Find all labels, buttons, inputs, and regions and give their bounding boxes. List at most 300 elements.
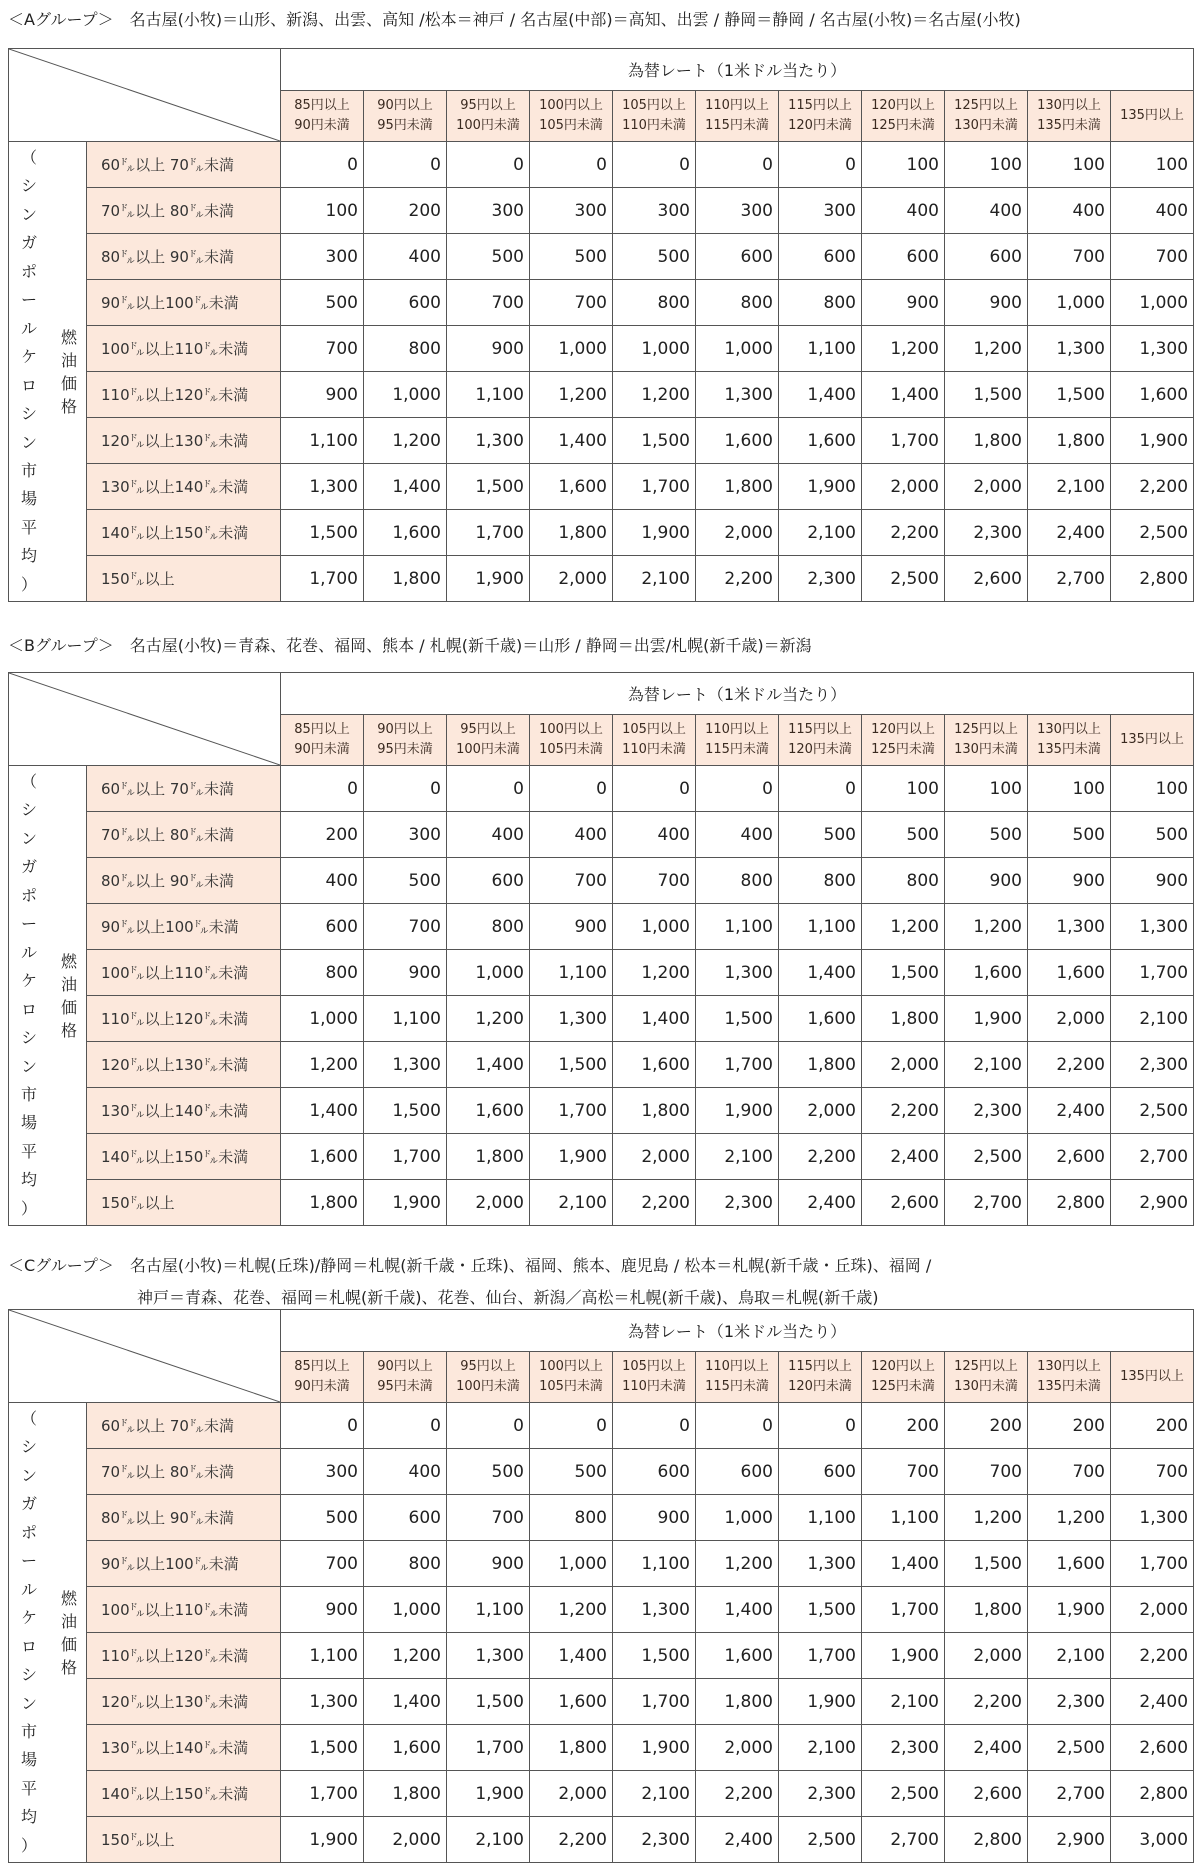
table-row	[9, 1817, 1194, 1863]
surcharge-value: 2,000	[945, 464, 1028, 510]
vertical-char: ガ	[20, 1494, 37, 1514]
surcharge-value: 1,900	[364, 1180, 447, 1226]
rate-range-header	[613, 91, 696, 142]
surcharge-value: 1,500	[447, 1679, 530, 1725]
surcharge-value: 1,600	[779, 996, 862, 1042]
surcharge-value: 1,800	[696, 464, 779, 510]
rate-range-header	[447, 715, 530, 766]
surcharge-value: 1,300	[1028, 326, 1111, 372]
surcharge-value: 1,300	[364, 1042, 447, 1088]
rate-range-header	[696, 91, 779, 142]
rate-range-text: 120円以上	[871, 1359, 935, 1374]
surcharge-value: 2,000	[530, 556, 613, 602]
surcharge-value: 1,500	[779, 1587, 862, 1633]
surcharge-value: 2,000	[613, 1134, 696, 1180]
surcharge-value: 700	[447, 1495, 530, 1541]
surcharge-value: 1,600	[945, 950, 1028, 996]
surcharge-value: 200	[1111, 1403, 1194, 1449]
vertical-char: 油	[60, 1611, 77, 1631]
surcharge-value: 2,600	[1028, 1134, 1111, 1180]
rate-range-text: 100円未満	[456, 1379, 520, 1394]
surcharge-value: 700	[945, 1449, 1028, 1495]
vertical-char: 油	[60, 974, 77, 994]
surcharge-value: 700	[447, 280, 530, 326]
table-row	[9, 858, 1194, 904]
surcharge-value: 1,400	[779, 372, 862, 418]
surcharge-value: 1,300	[281, 1679, 364, 1725]
surcharge-value: 2,400	[779, 1180, 862, 1226]
surcharge-value: 300	[779, 188, 862, 234]
surcharge-value: 0	[696, 1403, 779, 1449]
surcharge-value: 600	[696, 1449, 779, 1495]
vertical-char: シ	[20, 404, 37, 424]
surcharge-value: 400	[1028, 188, 1111, 234]
surcharge-value: 1,500	[862, 950, 945, 996]
vertical-char: 価	[60, 1634, 77, 1654]
vertical-char: 価	[60, 997, 77, 1017]
vertical-char: 格	[60, 1020, 77, 1040]
rate-range-text: 95円以上	[460, 722, 516, 737]
surcharge-value: 2,500	[945, 1134, 1028, 1180]
surcharge-value: 600	[862, 234, 945, 280]
surcharge-value: 1,800	[613, 1088, 696, 1134]
surcharge-value: 1,600	[1111, 372, 1194, 418]
surcharge-value: 1,600	[364, 510, 447, 556]
surcharge-value: 500	[281, 1495, 364, 1541]
rate-range-text: 90円未満	[294, 118, 350, 133]
surcharge-value: 2,100	[613, 556, 696, 602]
rate-range-text: 115円未満	[705, 1379, 769, 1394]
surcharge-value: 0	[613, 142, 696, 188]
rate-range-header	[862, 715, 945, 766]
rate-range-text: 100円未満	[456, 742, 520, 757]
fuel-range-label: 140㌦以上150㌦未満	[87, 510, 281, 556]
diagonal-line	[9, 1310, 280, 1402]
vertical-char: ン	[20, 432, 37, 452]
surcharge-value: 1,700	[613, 464, 696, 510]
fuel-range-label: 130㌦以上140㌦未満	[87, 1088, 281, 1134]
rate-range-text: 135円未満	[1037, 1379, 1101, 1394]
rate-title: 為替レート（1米ドル当たり）	[281, 673, 1194, 715]
surcharge-value: 0	[281, 766, 364, 812]
surcharge-value: 1,400	[696, 1587, 779, 1633]
surcharge-value: 1,200	[945, 904, 1028, 950]
surcharge-value: 700	[530, 858, 613, 904]
rate-range-text: 120円未満	[788, 118, 852, 133]
surcharge-value: 1,000	[613, 326, 696, 372]
surcharge-value: 2,700	[1028, 1771, 1111, 1817]
surcharge-value: 1,600	[1028, 1541, 1111, 1587]
surcharge-value: 2,000	[779, 1088, 862, 1134]
surcharge-value: 300	[613, 188, 696, 234]
surcharge-value: 1,100	[447, 1587, 530, 1633]
table-row	[9, 1403, 1194, 1449]
rate-range-text: 125円未満	[871, 742, 935, 757]
rate-range-header	[779, 1352, 862, 1403]
surcharge-value: 1,400	[862, 1541, 945, 1587]
surcharge-value: 300	[447, 188, 530, 234]
surcharge-value: 900	[613, 1495, 696, 1541]
surcharge-value: 1,900	[945, 996, 1028, 1042]
surcharge-value: 1,500	[613, 1633, 696, 1679]
surcharge-value: 1,400	[862, 372, 945, 418]
surcharge-value: 700	[1111, 1449, 1194, 1495]
surcharge-value: 2,900	[1111, 1180, 1194, 1226]
surcharge-value: 1,500	[364, 1088, 447, 1134]
vertical-char: ル	[20, 318, 37, 338]
surcharge-value: 0	[779, 766, 862, 812]
table-row	[9, 418, 1194, 464]
surcharge-value: 2,000	[447, 1180, 530, 1226]
surcharge-value: 400	[945, 188, 1028, 234]
singapore-kerosene-label	[17, 150, 41, 593]
surcharge-value: 1,100	[862, 1495, 945, 1541]
fuel-price-label	[59, 950, 79, 1042]
surcharge-value: 600	[447, 858, 530, 904]
vertical-char: ケ	[20, 347, 37, 367]
surcharge-value: 1,300	[1111, 1495, 1194, 1541]
surcharge-value: 1,600	[696, 418, 779, 464]
surcharge-value: 1,600	[613, 1042, 696, 1088]
surcharge-value: 2,100	[862, 1679, 945, 1725]
fuel-range-label: 150㌦以上	[87, 556, 281, 602]
surcharge-value: 1,300	[696, 950, 779, 996]
rate-range-header	[1111, 1352, 1194, 1403]
surcharge-value: 1,200	[1028, 1495, 1111, 1541]
rate-range-text: 105円未満	[539, 1379, 603, 1394]
rate-range-text: 100円以上	[539, 722, 603, 737]
vertical-char: ロ	[20, 375, 37, 395]
surcharge-value: 1,100	[779, 326, 862, 372]
surcharge-value: 500	[281, 280, 364, 326]
surcharge-value: 500	[447, 1449, 530, 1495]
fuel-range-label: 140㌦以上150㌦未満	[87, 1134, 281, 1180]
surcharge-value: 2,500	[1028, 1725, 1111, 1771]
table-row	[9, 1771, 1194, 1817]
surcharge-value: 1,000	[696, 326, 779, 372]
surcharge-value: 1,400	[447, 1042, 530, 1088]
surcharge-value: 1,500	[530, 1042, 613, 1088]
surcharge-value: 2,400	[945, 1725, 1028, 1771]
table-row	[9, 1495, 1194, 1541]
surcharge-value: 2,800	[1111, 1771, 1194, 1817]
vertical-char: 市	[20, 460, 37, 480]
surcharge-value: 700	[862, 1449, 945, 1495]
surcharge-value: 100	[281, 188, 364, 234]
fuel-range-label: 60㌦以上 70㌦未満	[87, 142, 281, 188]
fuel-range-label: 60㌦以上 70㌦未満	[87, 1403, 281, 1449]
surcharge-value: 1,900	[447, 1771, 530, 1817]
rate-range-header	[281, 91, 364, 142]
rate-range-text: 130円以上	[1037, 98, 1101, 113]
surcharge-value: 2,200	[613, 1180, 696, 1226]
surcharge-value: 900	[862, 280, 945, 326]
fuel-range-label: 80㌦以上 90㌦未満	[87, 1495, 281, 1541]
vertical-char: シ	[20, 1028, 37, 1048]
rate-range-header	[530, 91, 613, 142]
rate-range-header	[1028, 715, 1111, 766]
surcharge-value: 2,500	[862, 1771, 945, 1817]
surcharge-value: 2,100	[1111, 996, 1194, 1042]
surcharge-value: 2,400	[1028, 1088, 1111, 1134]
surcharge-value: 2,800	[945, 1817, 1028, 1863]
surcharge-value: 2,500	[779, 1817, 862, 1863]
rate-range-header	[945, 91, 1028, 142]
fuel-price-label	[59, 326, 79, 418]
surcharge-value: 2,700	[1028, 556, 1111, 602]
surcharge-value: 700	[530, 280, 613, 326]
surcharge-value: 1,000	[364, 1587, 447, 1633]
vertical-char: （	[20, 1409, 37, 1428]
surcharge-value: 700	[281, 326, 364, 372]
surcharge-value: 1,100	[779, 1495, 862, 1541]
surcharge-value: 1,200	[530, 372, 613, 418]
rate-title: 為替レート（1米ドル当たり）	[281, 49, 1194, 91]
surcharge-value: 2,300	[1028, 1679, 1111, 1725]
vertical-char: 均	[20, 1170, 37, 1190]
surcharge-value: 1,700	[1111, 1541, 1194, 1587]
surcharge-value: 900	[364, 950, 447, 996]
vertical-char: ガ	[20, 857, 37, 877]
vertical-char: ケ	[20, 971, 37, 991]
surcharge-value: 0	[281, 142, 364, 188]
surcharge-value: 800	[281, 950, 364, 996]
surcharge-value: 2,000	[364, 1817, 447, 1863]
surcharge-value: 600	[945, 234, 1028, 280]
surcharge-value: 900	[281, 372, 364, 418]
vertical-char: ガ	[20, 233, 37, 253]
surcharge-value: 800	[779, 280, 862, 326]
surcharge-value: 1,900	[613, 510, 696, 556]
fuel-axis-label	[9, 766, 87, 1226]
surcharge-value: 2,700	[862, 1817, 945, 1863]
surcharge-value: 2,500	[862, 556, 945, 602]
surcharge-value: 100	[945, 142, 1028, 188]
surcharge-value: 1,500	[696, 996, 779, 1042]
table-row	[9, 1088, 1194, 1134]
surcharge-value: 2,200	[696, 1771, 779, 1817]
surcharge-value: 1,000	[447, 950, 530, 996]
surcharge-value: 0	[281, 1403, 364, 1449]
vertical-char: 平	[20, 517, 37, 537]
surcharge-value: 2,800	[1028, 1180, 1111, 1226]
surcharge-value: 0	[530, 142, 613, 188]
rate-range-header	[1028, 1352, 1111, 1403]
surcharge-value: 2,300	[779, 1771, 862, 1817]
surcharge-value: 1,300	[281, 464, 364, 510]
fuel-axis-label	[9, 1403, 87, 1863]
rate-range-header	[945, 1352, 1028, 1403]
surcharge-value: 1,700	[613, 1679, 696, 1725]
surcharge-value: 1,800	[530, 1725, 613, 1771]
surcharge-value: 1,000	[281, 996, 364, 1042]
surcharge-value: 1,500	[1028, 372, 1111, 418]
surcharge-value: 1,800	[696, 1679, 779, 1725]
vertical-char: ン	[20, 1693, 37, 1713]
fuel-range-label: 90㌦以上100㌦未満	[87, 280, 281, 326]
surcharge-value: 700	[613, 858, 696, 904]
surcharge-value: 1,300	[696, 372, 779, 418]
corner-cell	[9, 1310, 281, 1403]
surcharge-value: 0	[364, 766, 447, 812]
rate-range-text: 125円未満	[871, 1379, 935, 1394]
table-row	[9, 1679, 1194, 1725]
surcharge-value: 200	[364, 188, 447, 234]
rate-range-header	[779, 715, 862, 766]
surcharge-value: 0	[447, 1403, 530, 1449]
surcharge-value: 2,900	[1028, 1817, 1111, 1863]
rate-range-header	[530, 715, 613, 766]
rate-range-text: 115円未満	[705, 742, 769, 757]
surcharge-value: 300	[281, 234, 364, 280]
surcharge-value: 200	[281, 812, 364, 858]
surcharge-value: 0	[613, 766, 696, 812]
rate-range-text: 105円以上	[622, 722, 686, 737]
vertical-char: シ	[20, 176, 37, 196]
surcharge-value: 700	[281, 1541, 364, 1587]
fuel-range-label: 130㌦以上140㌦未満	[87, 464, 281, 510]
surcharge-value: 400	[696, 812, 779, 858]
rate-range-text: 110円未満	[622, 742, 686, 757]
vertical-char: 格	[60, 1657, 77, 1677]
surcharge-value: 100	[1028, 142, 1111, 188]
surcharge-value: 2,200	[1111, 464, 1194, 510]
surcharge-value: 600	[613, 1449, 696, 1495]
surcharge-value: 1,800	[530, 510, 613, 556]
surcharge-value: 700	[364, 904, 447, 950]
fuel-range-label: 120㌦以上130㌦未満	[87, 1042, 281, 1088]
rate-range-text: 90円未満	[294, 742, 350, 757]
vertical-char: 燃	[60, 1588, 77, 1608]
surcharge-value: 1,700	[862, 1587, 945, 1633]
surcharge-value: 400	[1111, 188, 1194, 234]
fuel-range-label: 90㌦以上100㌦未満	[87, 904, 281, 950]
surcharge-value: 1,600	[530, 1679, 613, 1725]
vertical-char: 油	[60, 350, 77, 370]
surcharge-value: 1,200	[862, 904, 945, 950]
surcharge-value: 500	[364, 858, 447, 904]
vertical-char: 場	[20, 489, 37, 509]
table-row	[9, 1180, 1194, 1226]
surcharge-value: 500	[945, 812, 1028, 858]
rate-range-text: 90円以上	[377, 98, 433, 113]
surcharge-value: 500	[447, 234, 530, 280]
vertical-char: 平	[20, 1778, 37, 1798]
surcharge-value: 1,200	[281, 1042, 364, 1088]
surcharge-value: 600	[779, 234, 862, 280]
vertical-char: ロ	[20, 999, 37, 1019]
surcharge-value: 400	[281, 858, 364, 904]
surcharge-value: 0	[696, 766, 779, 812]
surcharge-value: 300	[696, 188, 779, 234]
vertical-char: ロ	[20, 1636, 37, 1656]
surcharge-value: 1,100	[364, 996, 447, 1042]
surcharge-value: 1,600	[281, 1134, 364, 1180]
surcharge-value: 1,700	[696, 1042, 779, 1088]
table-row	[9, 188, 1194, 234]
rate-range-text: 125円以上	[954, 98, 1018, 113]
vertical-char: ー	[20, 914, 37, 934]
vertical-char: 均	[20, 1807, 37, 1827]
fuel-range-label: 110㌦以上120㌦未満	[87, 1633, 281, 1679]
surcharge-value: 2,100	[530, 1180, 613, 1226]
surcharge-value: 1,100	[447, 372, 530, 418]
surcharge-value: 1,200	[862, 326, 945, 372]
surcharge-value: 1,800	[447, 1134, 530, 1180]
surcharge-value: 1,100	[779, 904, 862, 950]
fuel-range-label: 70㌦以上 80㌦未満	[87, 188, 281, 234]
surcharge-value: 2,000	[945, 1633, 1028, 1679]
table-row	[9, 766, 1194, 812]
rate-range-header	[1111, 91, 1194, 142]
surcharge-value: 2,600	[1111, 1725, 1194, 1771]
table-row	[9, 372, 1194, 418]
surcharge-value: 1,500	[281, 1725, 364, 1771]
surcharge-value: 1,600	[530, 464, 613, 510]
rate-range-text: 135円未満	[1037, 118, 1101, 133]
rate-range-text: 120円以上	[871, 98, 935, 113]
surcharge-value: 2,300	[862, 1725, 945, 1771]
surcharge-value: 1,000	[696, 1495, 779, 1541]
surcharge-value: 2,100	[945, 1042, 1028, 1088]
surcharge-value: 900	[1111, 858, 1194, 904]
surcharge-value: 100	[945, 766, 1028, 812]
surcharge-value: 1,900	[696, 1088, 779, 1134]
surcharge-value: 1,400	[364, 464, 447, 510]
surcharge-value: 1,500	[945, 372, 1028, 418]
surcharge-value: 1,400	[530, 418, 613, 464]
rate-range-text: 120円未満	[788, 742, 852, 757]
rate-range-text: 105円未満	[539, 742, 603, 757]
surcharge-value: 900	[945, 858, 1028, 904]
rate-range-header	[696, 715, 779, 766]
vertical-char: 燃	[60, 327, 77, 347]
surcharge-value: 1,000	[364, 372, 447, 418]
fuel-range-label: 100㌦以上110㌦未満	[87, 950, 281, 996]
rate-range-text: 120円未満	[788, 1379, 852, 1394]
surcharge-value: 2,100	[1028, 464, 1111, 510]
rate-range-header	[862, 1352, 945, 1403]
rate-title: 為替レート（1米ドル当たり）	[281, 1310, 1194, 1352]
surcharge-value: 2,300	[1111, 1042, 1194, 1088]
surcharge-value: 0	[447, 142, 530, 188]
surcharge-value: 600	[696, 234, 779, 280]
rate-range-header	[696, 1352, 779, 1403]
group-title-line: 神戸＝青森、花巻、福岡＝札幌(新千歳)、花巻、仙台、新潟／高松＝札幌(新千歳)、鳥取＝札幌(新千歳)	[137, 1288, 879, 1307]
surcharge-value: 1,600	[364, 1725, 447, 1771]
surcharge-value: 800	[364, 326, 447, 372]
rate-range-text: 90円以上	[377, 1359, 433, 1374]
surcharge-value: 1,900	[1028, 1587, 1111, 1633]
surcharge-value: 400	[862, 188, 945, 234]
surcharge-value: 300	[364, 812, 447, 858]
table-row	[9, 326, 1194, 372]
table-row	[9, 996, 1194, 1042]
fuel-range-label: 150㌦以上	[87, 1180, 281, 1226]
surcharge-value: 1,100	[530, 950, 613, 996]
rate-range-text: 130円未満	[954, 742, 1018, 757]
rate-range-text: 105円未満	[539, 118, 603, 133]
surcharge-value: 1,300	[1028, 904, 1111, 950]
surcharge-value: 1,500	[945, 1541, 1028, 1587]
surcharge-value: 1,900	[447, 556, 530, 602]
table-row	[9, 1042, 1194, 1088]
diagonal-line	[9, 49, 280, 141]
surcharge-value: 1,000	[530, 326, 613, 372]
rate-range-text: 110円未満	[622, 1379, 686, 1394]
surcharge-table	[8, 48, 1194, 602]
group-title-line: ＜Cグループ＞ 名古屋(小牧)＝札幌(丘珠)/静岡＝札幌(新千歳・丘珠)、福岡、熊本、鹿児島 / 松本＝札幌(新千歳・丘珠)、福岡 /	[8, 1256, 932, 1275]
